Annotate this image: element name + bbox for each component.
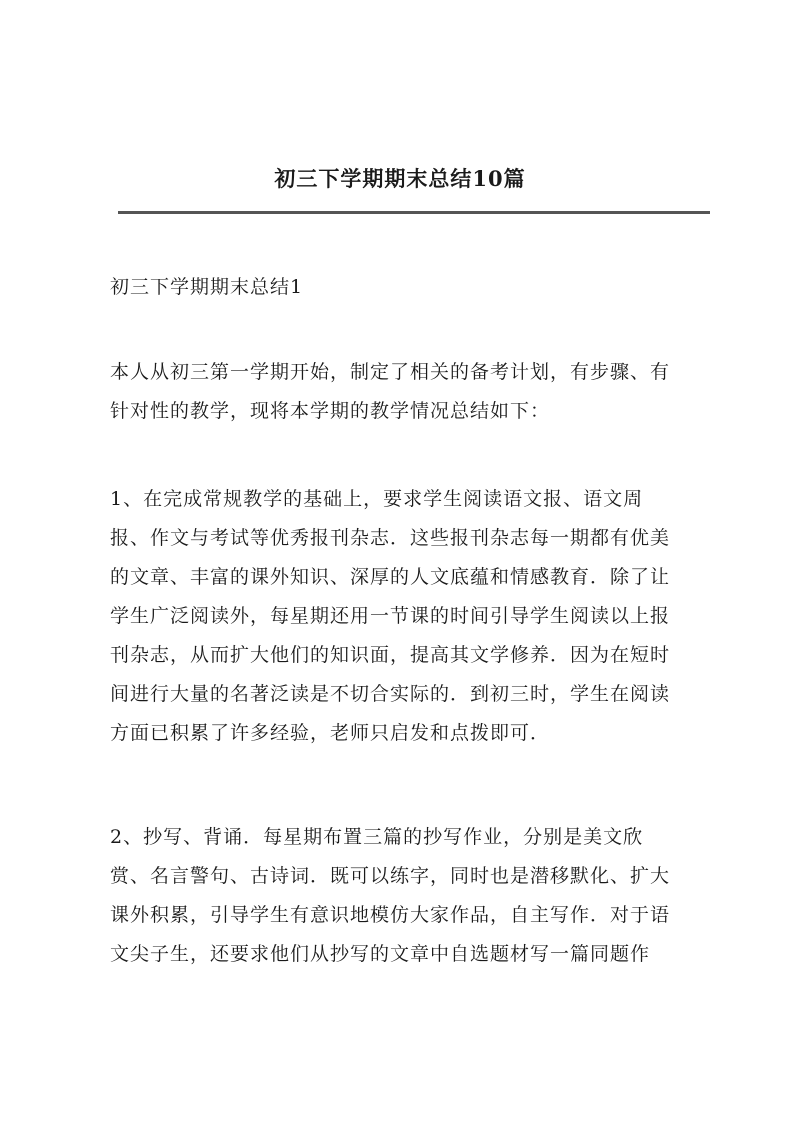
item-2-paragraph <box>110 818 710 974</box>
paragraph-line: 本人从初三第一学期开始，制定了相关的备考计划，有步骤、有 <box>110 361 671 383</box>
paragraph-line: 报、作文与考试等优秀报刊杂志．这些报刊杂志每一期都有优美 <box>110 527 671 549</box>
intro-paragraph <box>110 353 710 431</box>
paragraph-line: 文尖子生，还要求他们从抄写的文章中自选题材写一篇同题作 <box>110 943 651 965</box>
document-title: 初三下学期期末总结10篇 <box>274 166 526 191</box>
paragraph-line: 学生广泛阅读外，每星期还用一节课的时间引导学生阅读以上报 <box>110 605 671 627</box>
title-divider <box>118 211 710 214</box>
paragraph-line: 针对性的教学，现将本学期的教学情况总结如下： <box>110 400 551 422</box>
item-1-paragraph <box>110 480 710 753</box>
paragraph-line: 刊杂志，从而扩大他们的知识面，提高其文学修养．因为在短时 <box>110 644 671 666</box>
section-heading: 初三下学期期末总结1 <box>110 276 304 298</box>
paragraph-line: 课外积累，引导学生有意识地模仿大家作品，自主写作．对于语 <box>110 904 671 926</box>
paragraph-line: 赏、名言警句、古诗词．既可以练字，同时也是潜移默化、扩大 <box>110 865 671 887</box>
paragraph-line: 的文章、丰富的课外知识、深厚的人文底蕴和情感教育．除了让 <box>110 566 671 588</box>
paragraph-line: 1、在完成常规教学的基础上，要求学生阅读语文报、语文周 <box>110 488 644 510</box>
paragraph-line: 间进行大量的名著泛读是不切合实际的．到初三时，学生在阅读 <box>110 683 671 705</box>
paragraph-line: 2、抄写、背诵．每星期布置三篇的抄写作业，分别是美文欣 <box>110 826 644 848</box>
paragraph-line: 方面已积累了许多经验，老师只启发和点拨即可． <box>110 722 551 744</box>
